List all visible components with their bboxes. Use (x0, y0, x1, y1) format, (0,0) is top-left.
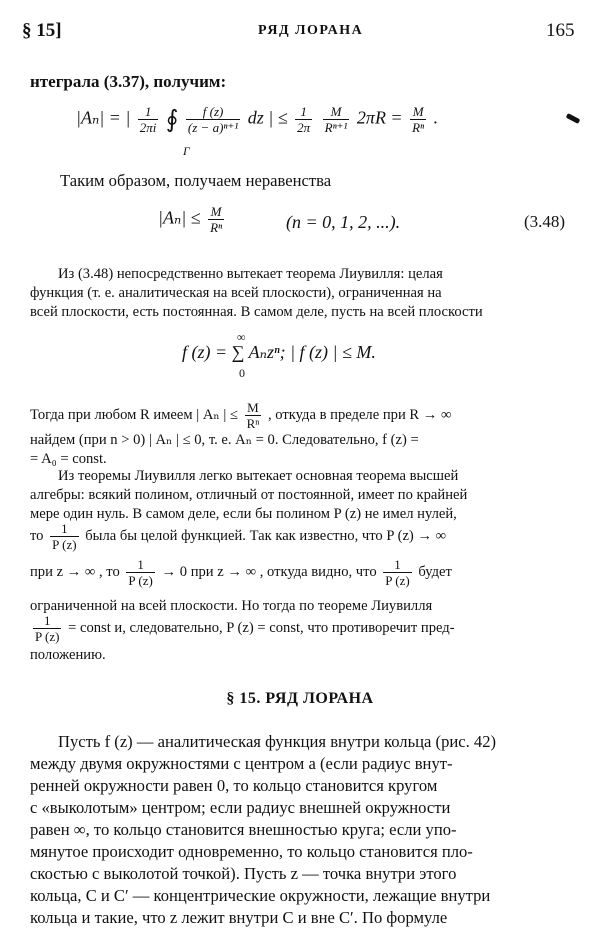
eq-part: |Aₙ| ≤ (158, 207, 201, 228)
text-line: скостью с выколотой точкой). Пусть z — точка внутри этого (30, 864, 457, 883)
text-line: кольца и такие, что z лежит внутри C и вне C′. По формуле (30, 908, 448, 927)
text-line: мере один нуль. В самом деле, если бы полином P (z) не имел нулей, (30, 506, 457, 522)
fraction: $\frac{M}{\text{Rⁿ}}$ (246, 400, 260, 431)
text-line: Пусть f (z) — аналитическая функция внутри кольца (рис. 42) (58, 732, 497, 751)
fraction: $\frac{M}{\text{Rⁿ}}$ (210, 204, 223, 235)
fraction: $\frac{M}{\text{Rⁿ⁺¹}}$ (324, 104, 348, 135)
fraction: $\frac{1}{P (z)}$ (128, 557, 153, 588)
equation-coefficient-bound (158, 204, 227, 235)
fraction: $\frac{1}{2\pi}$ (297, 104, 311, 135)
text-line: Из (3.48) непосредственно вытекает теорема Лиувилля: целая (58, 266, 443, 282)
text-line: Из теоремы Лиувилля легко вытекает основная теорема высшей (58, 468, 459, 484)
text-line: Тогда при любом R имеем | Aₙ | ≤ $\frac{M}{\text{Rⁿ}}$ , откуда в пределе при R → ∞ (30, 400, 452, 431)
text-line: ренней окружности равен 0, то кольцо становится кругом (30, 776, 438, 795)
text-line: при z → ∞ , то $\frac{1}{P (z)}$ → 0 при z → ∞ , откуда видно, что $\frac{1}{P (z)}$ будет (30, 557, 452, 588)
equation-number: (3.48) (524, 212, 566, 231)
eq-part: |Aₙ| = | (76, 107, 131, 128)
text-line: равен ∞, то кольцо становится внешностью круга; если упо- (30, 820, 457, 839)
text-line: нтеграла (3.37), получим: (30, 72, 227, 91)
text-line: между двумя окружностями с центром a (если радиус внут- (30, 754, 453, 773)
eq-part: 2πR = (356, 107, 403, 128)
fraction: $\frac{1}{P (z)}$ (385, 557, 410, 588)
text-line: функция (т. е. аналитическая на всей плоскости), ограниченная на (30, 285, 442, 301)
text-line: кольца, C и C′ — концентрические окружности, лежащие внутри (30, 886, 491, 905)
sum-lower-limit: 0 (239, 366, 245, 380)
fraction: $\frac{1}{2\pi i}$ (139, 104, 157, 135)
text-line: = A₀ = const. (30, 451, 107, 467)
fraction: $\frac{M}{\text{Rⁿ}}$ (412, 104, 425, 135)
text-line: Таким образом, получаем неравенства (60, 171, 332, 190)
fraction: $\frac{1}{P (z)}$ (52, 521, 77, 552)
text-line: всей плоскости, есть постоянная. В самом деле, пусть на всей плоскости (30, 304, 483, 320)
section-heading: § 15. РЯД ЛОРАНА (226, 690, 374, 707)
text-line: алгебры: всякий полином, отличный от постоянной, имеет по крайней (30, 487, 468, 503)
header-section-ref: § 15] (22, 20, 62, 41)
text-line: с «выколотым» центром; если радиус внешней окружности (30, 798, 451, 817)
text-line: то $\frac{1}{P (z)}$ была бы целой функцией. Так как известно, что P (z) → ∞ (30, 521, 447, 552)
equation-cauchy-estimate (76, 104, 438, 135)
ink-mark (566, 113, 581, 124)
fraction: $\frac{f (z)}{\text{(z − a)ⁿ⁺¹}}$ (187, 104, 239, 135)
fraction: $\frac{1}{P (z)}$ (35, 613, 60, 644)
equation-power-series: f (z) = ∑ Aₙzⁿ; | f (z) | ≤ M. (182, 342, 376, 362)
page-number: 165 (546, 20, 575, 41)
text-line: ограниченной на всей плоскости. Но тогда по теореме Лиувилля (30, 598, 433, 614)
eq-part: . (433, 107, 439, 128)
text-line: $\frac{1}{P (z)}$ = const и, следовательно, P (z) = const, что противоречит пред- (35, 613, 455, 644)
text-line: найдем (при n > 0) | Aₙ | ≤ 0, т. е. Aₙ = 0. Следовательно, f (z) = (30, 432, 419, 448)
contour-label: Γ (183, 144, 190, 158)
equation-condition: (n = 0, 1, 2, ...). (286, 212, 401, 232)
sum-upper-limit: ∞ (237, 330, 246, 344)
text-line: положению. (30, 647, 106, 663)
eq-part: dz | ≤ (247, 107, 288, 128)
contour-integral-symbol: ∮ (165, 107, 179, 133)
header-title: РЯД ЛОРАНА (258, 23, 364, 38)
text-line: мянутое происходит одновременно, то кольцо становится пло- (30, 842, 473, 861)
